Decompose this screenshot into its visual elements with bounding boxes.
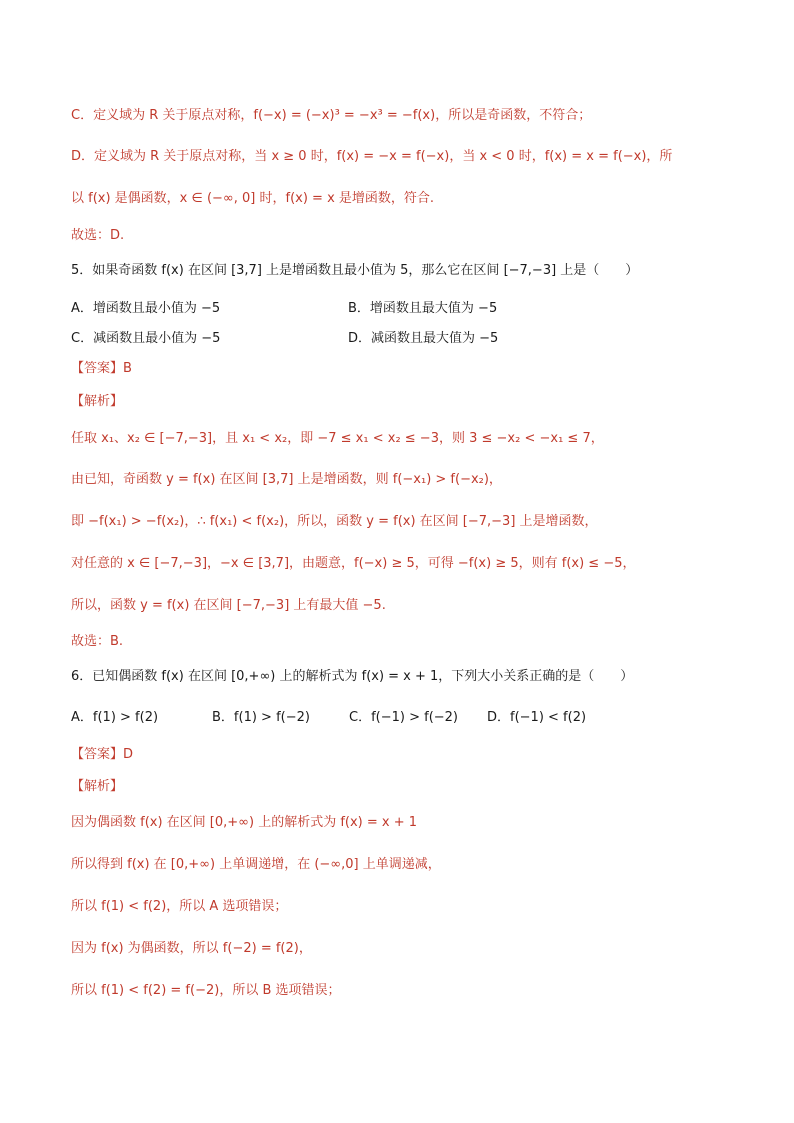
q5-answer-tag: 【答案】B — [71, 361, 132, 376]
q5-option-d: D．减函数且最大值为 −5 — [348, 331, 499, 346]
q5-analysis-line4: 对任意的 x ∈ [−7,−3]，−x ∈ [3,7]，由题意，f(−x) ≥ 5，可得 −f(x) ≥ 5，则有 f(x) ≤ −5， — [71, 556, 636, 571]
q6-analysis-tag: 【解析】 — [71, 779, 124, 794]
q6-answer-tag: 【答案】D — [71, 747, 134, 762]
q6-analysis-line5: 所以 f(1) < f(2) = f(−2)，所以 B 选项错误； — [71, 983, 341, 998]
q6-option-c: C．f(−1) > f(−2) — [349, 710, 459, 725]
q6-option-b: B．f(1) > f(−2) — [212, 710, 310, 725]
q6-analysis-line4: 因为 f(x) 为偶函数，所以 f(−2) = f(2)， — [71, 941, 312, 956]
option-d-analysis-line1: D．定义域为 R 关于原点对称，当 x ≥ 0 时，f(x) = −x = f(−x)，当 x < 0 时，f(x) = x = f(−x)，所 — [71, 149, 673, 164]
q6-stem: 6．已知偶函数 f(x) 在区间 [0,+∞) 上的解析式为 f(x) = x + 1，下列大小关系正确的是（ ） — [71, 669, 634, 684]
q5-stem: 5．如果奇函数 f(x) 在区间 [3,7] 上是增函数且最小值为 5，那么它在区间 [−7,−3] 上是（ ） — [71, 263, 639, 278]
q6-option-a: A．f(1) > f(2) — [71, 710, 159, 725]
q5-option-a: A．增函数且最小值为 −5 — [71, 301, 221, 316]
q6-option-d: D．f(−1) < f(2) — [487, 710, 587, 725]
q5-analysis-line1: 任取 x₁、x₂ ∈ [−7,−3]，且 x₁ < x₂，即 −7 ≤ x₁ < x₂ ≤ −3，则 3 ≤ −x₂ < −x₁ ≤ 7， — [71, 431, 604, 446]
q5-choose: 故选：B. — [71, 634, 124, 649]
q5-option-c: C．减函数且最小值为 −5 — [71, 331, 221, 346]
q5-analysis-line5: 所以，函数 y = f(x) 在区间 [−7,−3] 上有最大值 −5. — [71, 598, 386, 613]
option-c-analysis: C．定义域为 R 关于原点对称，f(−x) = (−x)³ = −x³ = −f(x)，所以是奇函数，不符合； — [71, 108, 592, 123]
q6-analysis-line3: 所以 f(1) < f(2)，所以 A 选项错误； — [71, 899, 288, 914]
q4-choose: 故选：D. — [71, 228, 125, 243]
option-d-analysis-line2: 以 f(x) 是偶函数，x ∈ (−∞, 0] 时，f(x) = x 是增函数，符合. — [71, 191, 435, 206]
q6-analysis-line1: 因为偶函数 f(x) 在区间 [0,+∞) 上的解析式为 f(x) = x + 1 — [71, 815, 418, 830]
q6-analysis-line2: 所以得到 f(x) 在 [0,+∞) 上单调递增，在 (−∞,0] 上单调递减， — [71, 857, 441, 872]
q5-analysis-tag: 【解析】 — [71, 394, 124, 409]
q5-analysis-line2: 由已知，奇函数 y = f(x) 在区间 [3,7] 上是增函数，则 f(−x₁) > f(−x₂)， — [71, 472, 502, 487]
q5-option-b: B．增函数且最大值为 −5 — [348, 301, 498, 316]
q5-analysis-line3: 即 −f(x₁) > −f(x₂)，∴ f(x₁) < f(x₂)，所以，函数 y = f(x) 在区间 [−7,−3] 上是增函数， — [71, 514, 598, 529]
